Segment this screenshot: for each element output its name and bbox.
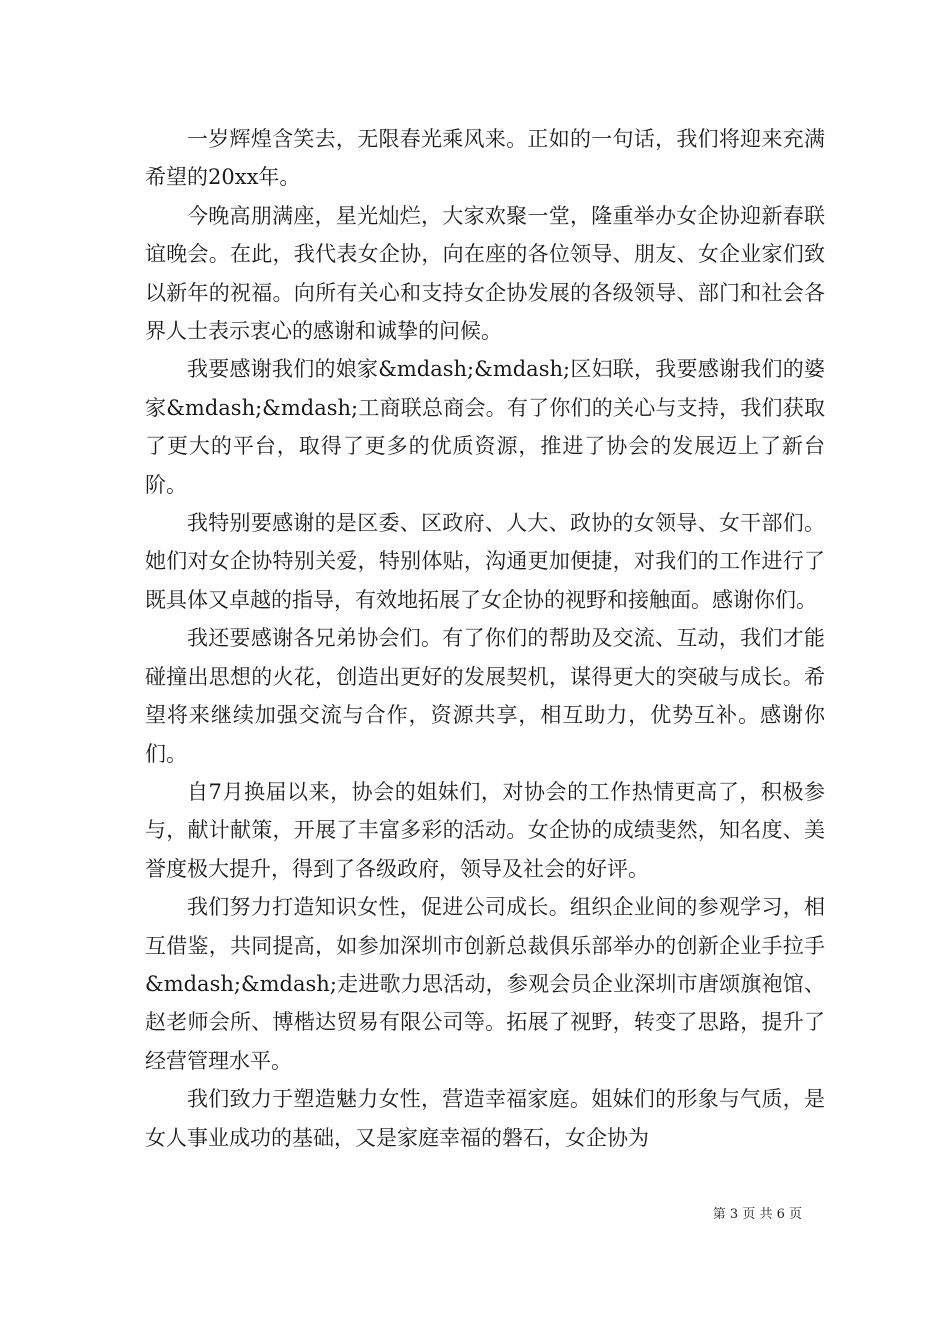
paragraph-thanks-leaders: 我特别要感谢的是区委、区政府、人大、政协的女领导、女干部们。她们对女企协特别关爱，特别体贴，沟通更加便捷，对我们的工作进行了既具体又卓越的指导，有效地拓展了女企协的视野和接触面。感谢你们。 [145,511,825,612]
paragraph-thanks-associations: 我还要感谢各兄弟协会们。有了你们的帮助及交流、互动，我们才能碰撞出思想的火花，创造出更好的发展契机，谋得更大的突破与成长。希望将来继续加强交流与合作，资源共享，相互助力，优势互补。感谢你们。 [145,626,825,766]
paragraph-achievements: 自7月换届以来，协会的姐妹们，对协会的工作热情更高了，积极参与，献计献策，开展了丰富多彩的活动。女企协的成绩斐然，知名度、美誉度极大提升，得到了各级政府，领导及社会的好评。 [145,779,825,881]
page-number: 第 3 页 共 6 页 [712,1207,802,1222]
paragraph-new-year-opening: 一岁辉煌含笑去，无限春光乘风来。正如的一句话，我们将迎来充满希望的20xx年。 [145,127,825,190]
paragraph-gala-greeting: 今晚高朋满座，星光灿烂，大家欢聚一堂，隆重举办女企协迎新春联谊晚会。在此，我代表女企协，向在座的各位领导、朋友、女企业家们致以新年的祝福。向所有关心和支持女企协发展的各级领导、部门和社会各界人士表示衷心的感谢和诚挚的问候。 [145,203,825,344]
paragraph-thanks-federations: 我要感谢我们的娘家&mdash;&mdash;区妇联，我要感谢我们的婆家&mdash;&mdash;工商联总商会。有了你们的关心与支持，我们获取了更大的平台，取得了更多的优质资源，推进了协会的发展迈上了新台阶。 [145,357,825,497]
paragraph-charming-women: 我们致力于塑造魅力女性，营造幸福家庭。姐妹们的形象与气质，是女人事业成功的基础，又是家庭幸福的磐石，女企协为 [145,1087,825,1150]
paragraph-knowledge-women: 我们努力打造知识女性，促进公司成长。组织企业间的参观学习，相互借鉴，共同提高，如参加深圳市创新总裁俱乐部举办的创新企业手拉手&mdash;&mdash;走进歌力思活动，参观会员企业深圳市唐颂旗袍馆、赵老师会所、博楷达贸易有限公司等。拓展了视野，转变了思路，提升了经营管理水平。 [145,895,825,1073]
document-body [145,120,825,1157]
